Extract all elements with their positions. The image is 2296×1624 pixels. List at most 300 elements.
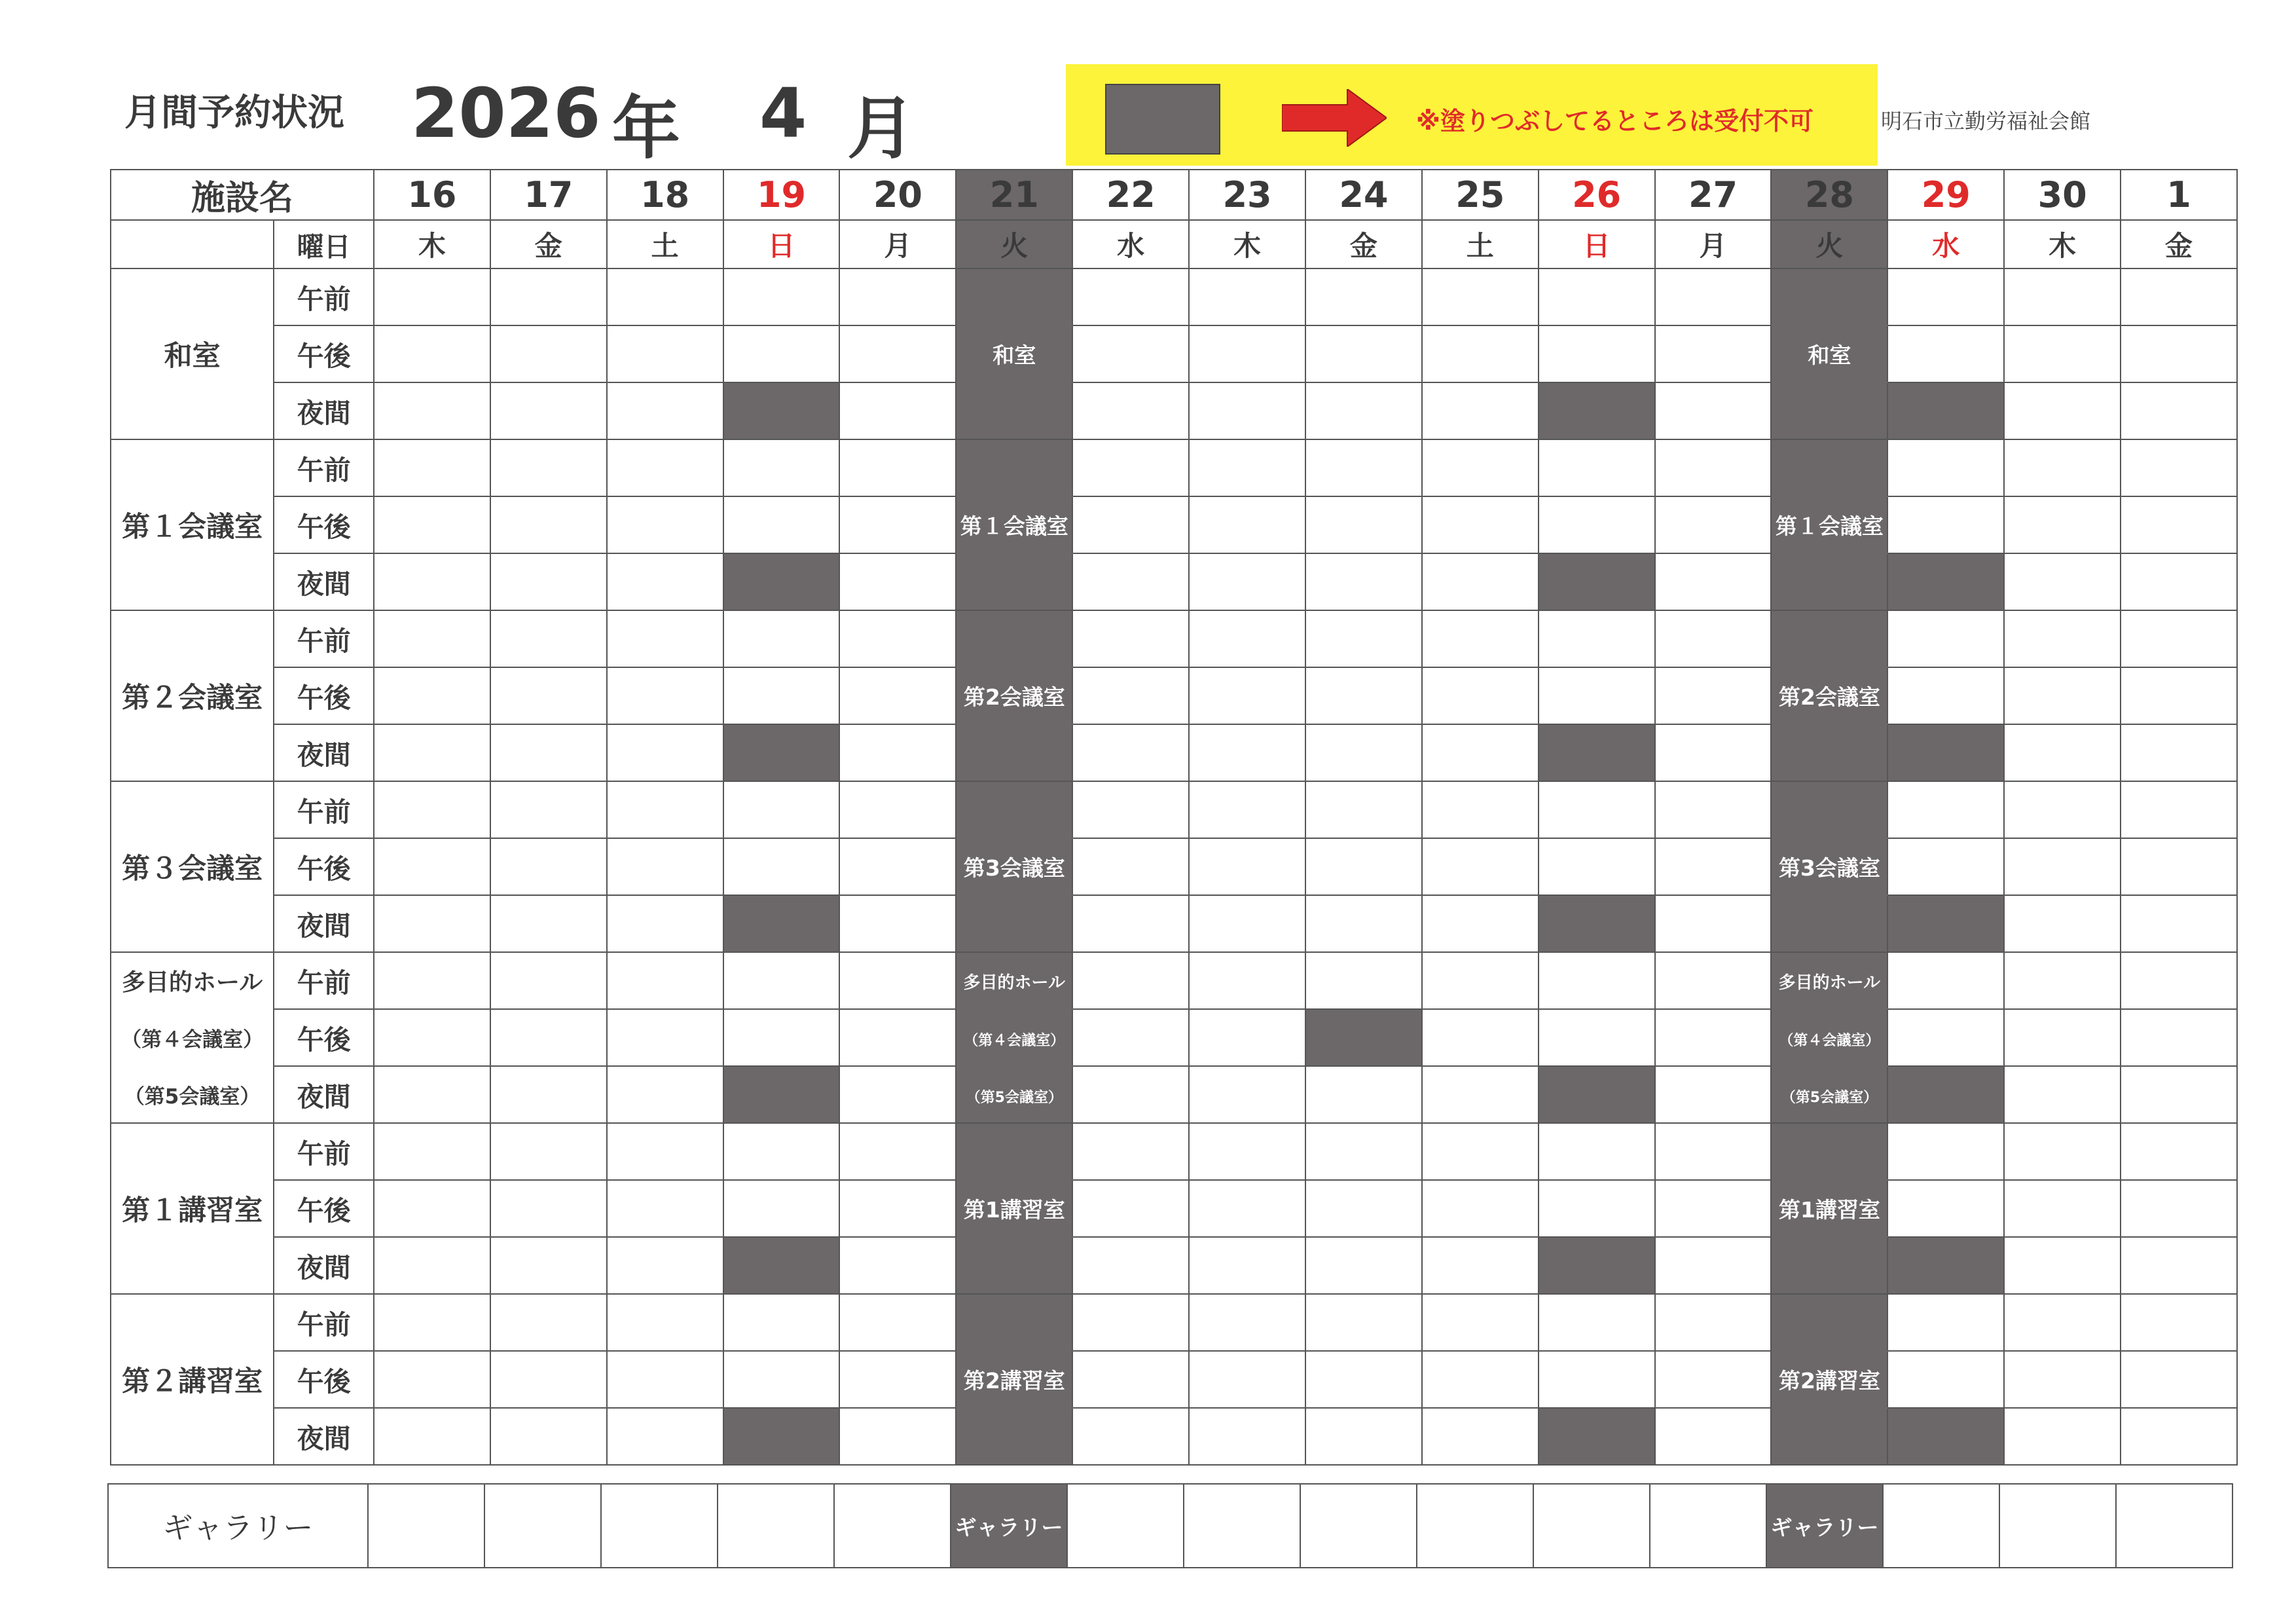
reservation-cell[interactable] <box>1650 1484 1766 1568</box>
reservation-cell[interactable] <box>1422 1408 1539 1465</box>
reservation-cell[interactable] <box>607 952 723 1009</box>
reservation-cell[interactable] <box>1072 496 1189 553</box>
reservation-cell[interactable] <box>1887 268 2004 325</box>
reservation-cell[interactable] <box>2121 1066 2237 1123</box>
reservation-cell[interactable] <box>1655 1009 1772 1066</box>
reservation-cell[interactable] <box>839 325 956 382</box>
reservation-cell[interactable] <box>374 610 490 667</box>
reservation-cell[interactable] <box>607 1408 723 1465</box>
reservation-cell[interactable] <box>1189 553 1305 610</box>
reservation-cell[interactable] <box>607 667 723 724</box>
reservation-cell[interactable] <box>1189 439 1305 496</box>
reservation-cell[interactable] <box>839 952 956 1009</box>
reservation-cell[interactable] <box>1422 553 1539 610</box>
reservation-cell[interactable] <box>1417 1484 1533 1568</box>
reservation-cell[interactable] <box>374 1180 490 1237</box>
reservation-cell[interactable] <box>2004 667 2121 724</box>
reservation-cell[interactable] <box>2004 439 2121 496</box>
reservation-cell[interactable] <box>1655 1294 1772 1351</box>
reservation-cell[interactable] <box>1655 382 1772 439</box>
reservation-cell[interactable] <box>607 1237 723 1294</box>
date-header: 30 <box>2004 170 2121 220</box>
reservation-cell[interactable] <box>1067 1484 1184 1568</box>
reservation-cell[interactable] <box>490 553 607 610</box>
reservation-cell[interactable] <box>374 1123 490 1180</box>
reservation-cell[interactable] <box>1072 781 1189 838</box>
reservation-cell[interactable] <box>607 268 723 325</box>
reservation-cell[interactable] <box>1655 1237 1772 1294</box>
reservation-cell[interactable] <box>1655 610 1772 667</box>
reservation-cell[interactable] <box>374 838 490 895</box>
reservation-cell[interactable] <box>2121 496 2237 553</box>
reservation-cell[interactable] <box>2004 781 2121 838</box>
reservation-cell[interactable] <box>490 1180 607 1237</box>
reservation-cell[interactable] <box>1305 439 1422 496</box>
reservation-cell[interactable] <box>2004 268 2121 325</box>
reservation-cell[interactable] <box>1305 325 1422 382</box>
reservation-cell[interactable] <box>723 610 840 667</box>
reservation-cell[interactable] <box>607 325 723 382</box>
reservation-cell[interactable] <box>1887 439 2004 496</box>
reservation-cell[interactable] <box>1655 724 1772 781</box>
reservation-cell[interactable] <box>839 1294 956 1351</box>
reservation-cell[interactable] <box>1072 1180 1189 1237</box>
reservation-cell[interactable] <box>607 895 723 952</box>
reservation-cell[interactable] <box>1655 838 1772 895</box>
reservation-cell[interactable] <box>490 439 607 496</box>
reservation-cell[interactable] <box>1887 781 2004 838</box>
reservation-cell[interactable] <box>1072 952 1189 1009</box>
reservation-cell[interactable] <box>2004 952 2121 1009</box>
reservation-cell[interactable] <box>490 1009 607 1066</box>
reservation-cell[interactable] <box>1189 667 1305 724</box>
reservation-cell[interactable] <box>723 1294 840 1351</box>
reservation-cell[interactable] <box>1887 667 2004 724</box>
reservation-cell[interactable] <box>2004 553 2121 610</box>
reservation-cell[interactable] <box>374 952 490 1009</box>
facility-name: 和室 <box>111 268 274 439</box>
reservation-cell[interactable] <box>2121 1351 2237 1408</box>
reservation-cell[interactable] <box>1189 838 1305 895</box>
reservation-cell[interactable] <box>2004 1351 2121 1408</box>
closed-day-cell <box>956 325 1072 382</box>
reservation-cell[interactable] <box>839 1123 956 1180</box>
reservation-cell[interactable] <box>2121 610 2237 667</box>
reservation-cell[interactable] <box>1189 781 1305 838</box>
reservation-cell[interactable] <box>1305 667 1422 724</box>
reservation-cell[interactable] <box>1072 1408 1189 1465</box>
reservation-cell[interactable] <box>1189 724 1305 781</box>
reservation-cell[interactable] <box>1422 1180 1539 1237</box>
reservation-cell[interactable] <box>1539 1123 1655 1180</box>
reservation-cell[interactable] <box>490 325 607 382</box>
reservation-cell[interactable] <box>723 667 840 724</box>
reservation-cell[interactable] <box>839 1066 956 1123</box>
reservation-cell[interactable] <box>723 838 840 895</box>
reservation-cell[interactable] <box>1189 1351 1305 1408</box>
reservation-cell[interactable] <box>1189 1408 1305 1465</box>
closed-day-cell <box>1771 1408 1887 1465</box>
reservation-cell[interactable] <box>1072 439 1189 496</box>
reservation-cell[interactable] <box>374 1009 490 1066</box>
closed-facility-label: 第2会議室 <box>1778 684 1880 710</box>
reservation-cell[interactable] <box>839 781 956 838</box>
reservation-cell[interactable] <box>1305 781 1422 838</box>
reservation-cell[interactable] <box>2121 382 2237 439</box>
reservation-cell[interactable] <box>2121 952 2237 1009</box>
reservation-cell[interactable] <box>607 781 723 838</box>
reservation-cell[interactable] <box>607 1066 723 1123</box>
reservation-cell[interactable] <box>1189 1237 1305 1294</box>
reservation-cell[interactable] <box>1887 1123 2004 1180</box>
reservation-cell[interactable] <box>1887 952 2004 1009</box>
reservation-cell[interactable] <box>1655 553 1772 610</box>
reservation-cell[interactable] <box>2121 553 2237 610</box>
reservation-cell[interactable] <box>1539 325 1655 382</box>
reservation-cell[interactable] <box>1539 1009 1655 1066</box>
reservation-cell[interactable] <box>1887 1180 2004 1237</box>
reservation-cell[interactable] <box>1305 1123 1422 1180</box>
reservation-cell[interactable] <box>374 724 490 781</box>
reservation-cell[interactable] <box>2004 1180 2121 1237</box>
reservation-cell[interactable] <box>1887 496 2004 553</box>
reservation-cell[interactable] <box>607 1351 723 1408</box>
reservation-cell[interactable] <box>1422 838 1539 895</box>
reservation-cell[interactable] <box>1300 1484 1417 1568</box>
reservation-cell[interactable] <box>1189 952 1305 1009</box>
reservation-cell[interactable] <box>2004 325 2121 382</box>
reservation-cell[interactable] <box>490 268 607 325</box>
reservation-cell[interactable] <box>1539 496 1655 553</box>
reservation-cell[interactable] <box>1072 382 1189 439</box>
reservation-cell[interactable] <box>723 496 840 553</box>
reservation-cell[interactable] <box>1422 439 1539 496</box>
reservation-cell[interactable] <box>607 1294 723 1351</box>
reservation-cell[interactable] <box>1655 1180 1772 1237</box>
reservation-cell[interactable] <box>490 838 607 895</box>
reservation-cell[interactable] <box>839 1237 956 1294</box>
reservation-cell[interactable] <box>1072 1351 1189 1408</box>
reservation-cell[interactable] <box>723 781 840 838</box>
reservation-cell[interactable] <box>374 553 490 610</box>
reservation-cell[interactable] <box>1539 1294 1655 1351</box>
reservation-cell[interactable] <box>723 439 840 496</box>
reservation-cell[interactable] <box>834 1484 951 1568</box>
reservation-cell[interactable] <box>374 1237 490 1294</box>
reservation-cell[interactable] <box>1072 325 1189 382</box>
reservation-cell[interactable] <box>490 895 607 952</box>
reservation-cell[interactable] <box>1539 439 1655 496</box>
reservation-cell[interactable] <box>490 1237 607 1294</box>
reservation-cell[interactable] <box>1422 1009 1539 1066</box>
reservation-cell[interactable] <box>607 1180 723 1237</box>
reservation-cell[interactable] <box>2116 1484 2232 1568</box>
reservation-cell[interactable] <box>1887 1294 2004 1351</box>
reservation-cell[interactable] <box>1072 610 1189 667</box>
reservation-cell[interactable] <box>2121 325 2237 382</box>
reservation-cell[interactable] <box>1189 1123 1305 1180</box>
reservation-cell[interactable] <box>839 1351 956 1408</box>
reservation-cell[interactable] <box>2121 724 2237 781</box>
reservation-cell[interactable] <box>1422 781 1539 838</box>
weekday-cell: 木 <box>2004 220 2121 268</box>
reservation-cell[interactable] <box>1422 724 1539 781</box>
reservation-cell[interactable] <box>490 610 607 667</box>
reservation-cell[interactable] <box>2121 1123 2237 1180</box>
reservation-cell[interactable] <box>1887 1351 2004 1408</box>
reservation-cell[interactable] <box>1189 1294 1305 1351</box>
reservation-cell[interactable] <box>1655 895 1772 952</box>
reservation-cell[interactable] <box>490 1294 607 1351</box>
reservation-cell[interactable] <box>490 952 607 1009</box>
reservation-cell[interactable] <box>374 1351 490 1408</box>
reservation-cell[interactable] <box>374 1066 490 1123</box>
date-header: 19 <box>723 170 840 220</box>
reservation-cell[interactable] <box>839 382 956 439</box>
reservation-cell[interactable] <box>374 439 490 496</box>
reservation-cell[interactable] <box>2121 1237 2237 1294</box>
reservation-cell[interactable] <box>1422 325 1539 382</box>
reservation-cell[interactable] <box>1655 1351 1772 1408</box>
reservation-cell[interactable] <box>1072 1294 1189 1351</box>
reservation-cell[interactable] <box>2121 1408 2237 1465</box>
reservation-cell[interactable] <box>1422 667 1539 724</box>
reservation-cell[interactable] <box>1655 325 1772 382</box>
reservation-cell[interactable] <box>839 553 956 610</box>
reservation-cell[interactable] <box>1655 496 1772 553</box>
reservation-cell[interactable] <box>723 268 840 325</box>
reservation-cell[interactable] <box>1539 610 1655 667</box>
reservation-cell[interactable] <box>839 838 956 895</box>
reservation-cell[interactable] <box>1655 1408 1772 1465</box>
reservation-cell[interactable] <box>1422 610 1539 667</box>
reservation-cell[interactable] <box>1189 895 1305 952</box>
reservation-cell[interactable] <box>490 1351 607 1408</box>
reservation-cell[interactable] <box>374 496 490 553</box>
reservation-cell[interactable] <box>1189 1180 1305 1237</box>
reservation-cell[interactable] <box>1655 439 1772 496</box>
reservation-cell[interactable] <box>368 1484 484 1568</box>
reservation-cell[interactable] <box>2004 895 2121 952</box>
reservation-cell[interactable] <box>2121 1180 2237 1237</box>
reservation-cell[interactable] <box>1887 610 2004 667</box>
reservation-cell[interactable] <box>490 1066 607 1123</box>
reservation-cell[interactable] <box>1072 838 1189 895</box>
reservation-cell[interactable] <box>484 1484 601 1568</box>
reservation-cell[interactable] <box>1072 268 1189 325</box>
reservation-cell[interactable] <box>1072 724 1189 781</box>
reservation-cell[interactable] <box>1539 781 1655 838</box>
reservation-cell[interactable] <box>1539 1351 1655 1408</box>
reservation-cell[interactable] <box>1305 1351 1422 1408</box>
time-slot-label: 夜間 <box>274 1066 374 1123</box>
reservation-cell[interactable] <box>490 781 607 838</box>
reservation-cell[interactable] <box>2121 1294 2237 1351</box>
reservation-cell[interactable] <box>607 610 723 667</box>
reservation-cell[interactable] <box>1072 1009 1189 1066</box>
reservation-cell[interactable] <box>490 382 607 439</box>
reservation-cell[interactable] <box>723 325 840 382</box>
reservation-cell[interactable] <box>1305 1237 1422 1294</box>
reservation-cell[interactable] <box>2004 496 2121 553</box>
reservation-cell[interactable] <box>1422 1351 1539 1408</box>
reservation-cell[interactable] <box>1887 1009 2004 1066</box>
reservation-cell[interactable] <box>490 724 607 781</box>
reservation-cell[interactable] <box>607 724 723 781</box>
reservation-cell[interactable] <box>1072 667 1189 724</box>
reservation-cell[interactable] <box>2121 781 2237 838</box>
reservation-cell[interactable] <box>723 1009 840 1066</box>
weekday-cell: 木 <box>1189 220 1305 268</box>
reservation-cell[interactable] <box>1305 1066 1422 1123</box>
reservation-cell[interactable] <box>2004 724 2121 781</box>
reservation-cell[interactable] <box>1305 553 1422 610</box>
reservation-cell[interactable] <box>1305 382 1422 439</box>
reservation-cell[interactable] <box>1422 268 1539 325</box>
reservation-cell[interactable] <box>839 439 956 496</box>
reservation-cell[interactable] <box>374 781 490 838</box>
reservation-cell[interactable] <box>2121 895 2237 952</box>
reservation-cell[interactable] <box>607 1123 723 1180</box>
reservation-cell[interactable] <box>2121 268 2237 325</box>
weekday-header: 曜日 <box>274 220 374 268</box>
reservation-cell[interactable] <box>1539 838 1655 895</box>
reservation-cell[interactable] <box>1422 1294 1539 1351</box>
reservation-cell[interactable] <box>2004 1237 2121 1294</box>
reservation-cell[interactable] <box>839 496 956 553</box>
reservation-cell[interactable] <box>2121 1009 2237 1066</box>
reservation-cell[interactable] <box>839 268 956 325</box>
reservation-cell[interactable] <box>1422 952 1539 1009</box>
reservation-cell[interactable] <box>607 439 723 496</box>
reservation-cell[interactable] <box>1072 1123 1189 1180</box>
reservation-cell[interactable] <box>1305 1180 1422 1237</box>
reservation-cell[interactable] <box>2004 382 2121 439</box>
reservation-cell[interactable] <box>1305 496 1422 553</box>
reservation-cell[interactable] <box>2004 838 2121 895</box>
reservation-cell[interactable] <box>1189 1066 1305 1123</box>
reservation-cell[interactable] <box>1655 952 1772 1009</box>
reservation-cell[interactable] <box>1422 1123 1539 1180</box>
reservation-cell[interactable] <box>374 1294 490 1351</box>
reservation-cell[interactable] <box>1072 1237 1189 1294</box>
reservation-cell[interactable] <box>490 496 607 553</box>
reservation-cell[interactable] <box>2004 1408 2121 1465</box>
reservation-cell[interactable] <box>1189 325 1305 382</box>
reservation-cell[interactable] <box>1539 952 1655 1009</box>
reservation-cell[interactable] <box>1422 1237 1539 1294</box>
reservation-cell[interactable] <box>1883 1484 1999 1568</box>
reservation-cell[interactable] <box>1539 667 1655 724</box>
reservation-cell[interactable] <box>490 1408 607 1465</box>
reservation-cell[interactable] <box>601 1484 718 1568</box>
reservation-cell[interactable] <box>607 838 723 895</box>
reservation-cell[interactable] <box>2004 1009 2121 1066</box>
reservation-cell[interactable] <box>1189 268 1305 325</box>
reservation-cell[interactable] <box>1305 724 1422 781</box>
reservation-cell[interactable] <box>607 553 723 610</box>
reservation-cell[interactable] <box>1539 268 1655 325</box>
reservation-cell[interactable] <box>1189 496 1305 553</box>
reservation-cell[interactable] <box>839 610 956 667</box>
reservation-cell[interactable] <box>2004 610 2121 667</box>
reservation-cell[interactable] <box>607 382 723 439</box>
reservation-cell[interactable] <box>374 382 490 439</box>
reservation-cell[interactable] <box>1305 895 1422 952</box>
reservation-cell[interactable] <box>1655 667 1772 724</box>
reservation-cell[interactable] <box>374 1408 490 1465</box>
date-header: 24 <box>1305 170 1422 220</box>
reservation-cell[interactable] <box>1305 1408 1422 1465</box>
reservation-cell[interactable] <box>839 895 956 952</box>
reservation-cell[interactable] <box>1887 325 2004 382</box>
reservation-cell[interactable] <box>1072 1066 1189 1123</box>
reservation-cell[interactable] <box>723 1180 840 1237</box>
reservation-cell[interactable] <box>1655 268 1772 325</box>
reservation-cell[interactable] <box>1305 838 1422 895</box>
reservation-cell[interactable] <box>374 667 490 724</box>
reservation-cell[interactable] <box>1184 1484 1300 1568</box>
reservation-cell[interactable] <box>374 895 490 952</box>
reservation-cell[interactable] <box>839 1408 956 1465</box>
reservation-cell[interactable] <box>2004 1294 2121 1351</box>
reservation-cell[interactable] <box>1189 382 1305 439</box>
reservation-cell[interactable] <box>1305 268 1422 325</box>
reservation-cell[interactable] <box>1072 553 1189 610</box>
reservation-cell[interactable] <box>2004 1123 2121 1180</box>
time-slot-label: 夜間 <box>274 1408 374 1465</box>
reservation-cell[interactable] <box>2121 838 2237 895</box>
reservation-cell[interactable] <box>723 1351 840 1408</box>
reservation-cell[interactable] <box>1189 610 1305 667</box>
reservation-cell[interactable] <box>1305 952 1422 1009</box>
reservation-cell[interactable] <box>1072 895 1189 952</box>
reservation-cell[interactable] <box>607 496 723 553</box>
reservation-cell[interactable] <box>839 1180 956 1237</box>
reservation-cell[interactable] <box>839 1009 956 1066</box>
reservation-cell[interactable] <box>374 325 490 382</box>
reservation-cell[interactable] <box>1533 1484 1650 1568</box>
reservation-cell[interactable] <box>1422 382 1539 439</box>
reservation-cell[interactable] <box>1887 838 2004 895</box>
reservation-cell[interactable] <box>2121 439 2237 496</box>
reservation-cell[interactable] <box>839 667 956 724</box>
reservation-cell[interactable] <box>1305 1294 1422 1351</box>
reservation-cell[interactable] <box>374 268 490 325</box>
page-header <box>0 0 2296 170</box>
reservation-cell[interactable] <box>2004 1066 2121 1123</box>
reservation-cell[interactable] <box>723 952 840 1009</box>
reservation-cell[interactable] <box>839 724 956 781</box>
reservation-cell[interactable] <box>1189 1009 1305 1066</box>
reservation-cell[interactable] <box>1422 496 1539 553</box>
reservation-cell[interactable] <box>1655 1066 1772 1123</box>
reservation-cell[interactable] <box>2121 667 2237 724</box>
reservation-cell[interactable] <box>1655 1123 1772 1180</box>
reservation-cell[interactable] <box>1539 1180 1655 1237</box>
reservation-cell[interactable] <box>1422 895 1539 952</box>
reservation-cell[interactable] <box>1655 781 1772 838</box>
reservation-cell[interactable] <box>723 1123 840 1180</box>
reservation-cell[interactable] <box>1305 610 1422 667</box>
closed-day-cell <box>1771 439 1887 496</box>
reservation-cell[interactable] <box>607 1009 723 1066</box>
reservation-cell[interactable] <box>1422 1066 1539 1123</box>
reservation-cell[interactable] <box>1999 1484 2116 1568</box>
reservation-cell[interactable] <box>490 667 607 724</box>
reservation-cell[interactable] <box>718 1484 834 1568</box>
reservation-cell[interactable] <box>490 1123 607 1180</box>
